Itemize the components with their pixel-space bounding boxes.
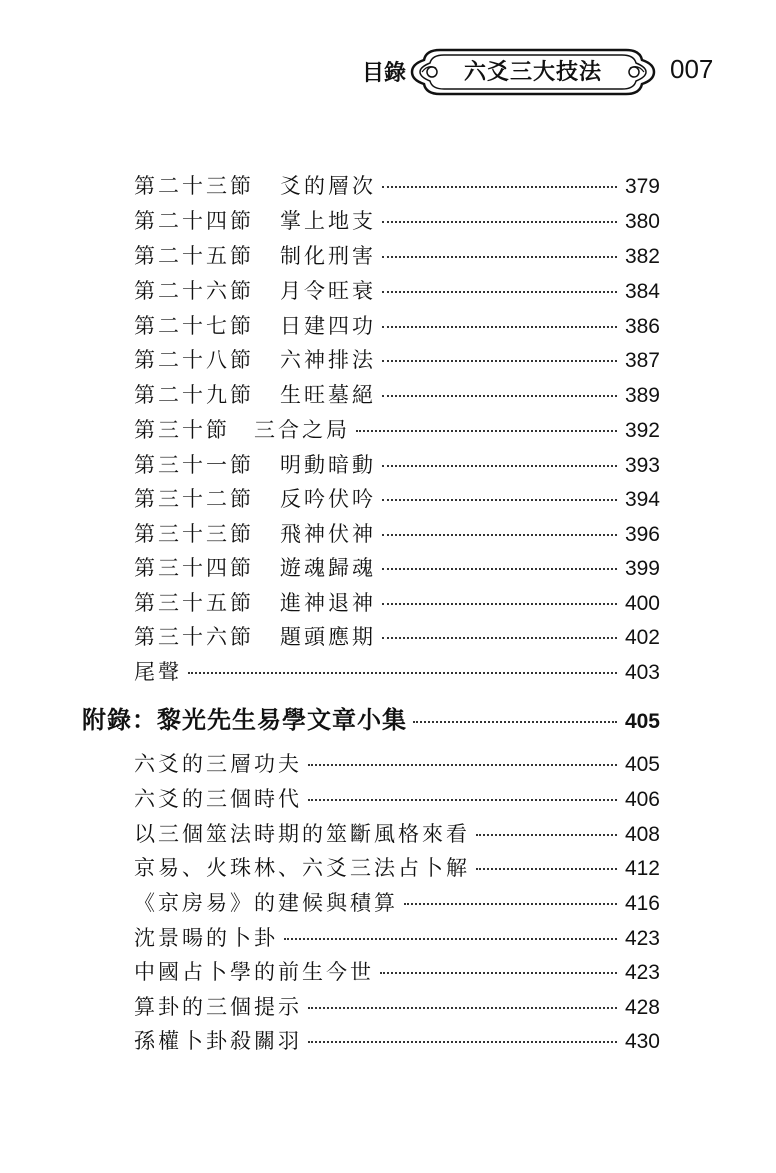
dot-leader — [382, 637, 617, 639]
toc-entry — [134, 887, 660, 917]
toc-entry — [134, 922, 660, 952]
toc-entry — [134, 170, 660, 200]
section-number: 第三十三節 — [134, 522, 254, 546]
dot-leader — [308, 764, 617, 766]
dot-leader — [382, 534, 617, 536]
page-ref: 384 — [624, 280, 660, 303]
dot-leader — [382, 221, 617, 223]
article-title: 孫權卜卦殺關羽 — [134, 1029, 302, 1053]
page-ref: 379 — [624, 175, 660, 198]
section-title: 月令旺衰 — [280, 279, 376, 303]
toc-entry — [134, 414, 660, 444]
dot-leader — [476, 834, 617, 836]
section-title: 題頭應期 — [280, 625, 376, 649]
section-number: 第三十一節 — [134, 453, 254, 477]
toc-entry — [134, 656, 660, 686]
page-ref: 387 — [624, 349, 660, 372]
dot-leader — [308, 1041, 617, 1043]
article-title: 京易、火珠林、六爻三法占卜解 — [134, 856, 470, 880]
toc-entry — [134, 518, 660, 548]
page-ref: 394 — [624, 488, 660, 511]
toc-entry — [134, 991, 660, 1021]
dot-leader — [382, 360, 617, 362]
toc-entry — [134, 449, 660, 479]
dot-leader — [382, 186, 617, 188]
page-ref: 393 — [624, 454, 660, 477]
appendix-heading — [82, 700, 660, 734]
page-ref: 423 — [624, 927, 660, 950]
page-ref: 405 — [624, 753, 660, 776]
dot-leader — [382, 568, 617, 570]
section-number: 第三十二節 — [134, 487, 254, 511]
dot-leader — [308, 1007, 617, 1009]
section-number: 第二十六節 — [134, 279, 254, 303]
dot-leader — [380, 972, 617, 974]
toc-entry — [134, 852, 660, 882]
article-title: 《京房易》的建候與積算 — [134, 891, 398, 915]
toc-entry — [134, 748, 660, 778]
section-number: 第三十四節 — [134, 556, 254, 580]
toc-entry — [134, 552, 660, 582]
toc-entry — [134, 483, 660, 513]
page-number: 007 — [670, 54, 714, 84]
toc-entry — [134, 587, 660, 617]
section-title: 生旺墓絕 — [280, 383, 376, 407]
dot-leader — [382, 499, 617, 501]
page-ref: 412 — [624, 857, 660, 880]
section-number: 第二十三節 — [134, 174, 254, 198]
section-title: 明動暗動 — [280, 453, 376, 477]
section-number: 第三十節 — [134, 418, 230, 442]
toc-entry — [134, 783, 660, 813]
toc-entry — [134, 310, 660, 340]
section-number: 第三十五節 — [134, 591, 254, 615]
section-number: 第二十九節 — [134, 383, 254, 407]
page-ref: 428 — [624, 996, 660, 1019]
dot-leader — [413, 721, 617, 723]
page-ref: 382 — [624, 245, 660, 268]
page-ref: 389 — [624, 384, 660, 407]
section-number: 第二十八節 — [134, 348, 254, 372]
page-ref: 400 — [624, 592, 660, 615]
toc-entry — [134, 818, 660, 848]
page-ref: 386 — [624, 315, 660, 338]
section-title: 制化刑害 — [280, 244, 376, 268]
dot-leader — [476, 868, 617, 870]
appendix-title: 附錄：黎光先生易學文章小集 — [82, 706, 407, 734]
section-title: 日建四功 — [280, 314, 376, 338]
page-ref: 430 — [624, 1030, 660, 1053]
dot-leader — [404, 903, 617, 905]
section-title: 尾聲 — [134, 660, 182, 684]
toc-entry — [134, 344, 660, 374]
page-ref: 396 — [624, 523, 660, 546]
dot-leader — [382, 291, 617, 293]
toc-entry — [134, 379, 660, 409]
dot-leader — [188, 672, 617, 674]
page-ref: 399 — [624, 557, 660, 580]
section-number: 第二十七節 — [134, 314, 254, 338]
article-title: 算卦的三個提示 — [134, 995, 302, 1019]
page-ref: 406 — [624, 788, 660, 811]
section-number: 第三十六節 — [134, 625, 254, 649]
section-title: 飛神伏神 — [280, 522, 376, 546]
toc-entry — [134, 205, 660, 235]
toc-entry — [134, 621, 660, 651]
page-ref: 402 — [624, 626, 660, 649]
article-title: 六爻的三層功夫 — [134, 752, 302, 776]
section-number: 第二十五節 — [134, 244, 254, 268]
dot-leader — [382, 465, 617, 467]
page-ref: 416 — [624, 892, 660, 915]
dot-leader — [356, 430, 617, 432]
section-title: 六神排法 — [280, 348, 376, 372]
article-title: 以三個筮法時期的筮斷風格來看 — [134, 822, 470, 846]
toc-entry — [134, 240, 660, 270]
section-title: 爻的層次 — [280, 174, 376, 198]
section-title: 三合之局 — [254, 418, 350, 442]
toc-entry — [134, 956, 660, 986]
article-title: 沈景暘的卜卦 — [134, 926, 278, 950]
dot-leader — [382, 603, 617, 605]
dot-leader — [308, 799, 617, 801]
page-ref: 408 — [624, 823, 660, 846]
dot-leader — [284, 938, 617, 940]
page-header — [0, 42, 776, 102]
dot-leader — [382, 395, 617, 397]
toc-entry — [134, 275, 660, 305]
dot-leader — [382, 256, 617, 258]
section-title: 進神退神 — [280, 591, 376, 615]
page-ref: 380 — [624, 210, 660, 233]
toc-entry — [134, 1025, 660, 1055]
section-title: 反吟伏吟 — [280, 487, 376, 511]
section-title: 遊魂歸魂 — [280, 556, 376, 580]
page-ref: 392 — [624, 419, 660, 442]
section-title: 掌上地支 — [280, 209, 376, 233]
dot-leader — [382, 326, 617, 328]
page-ref: 423 — [624, 961, 660, 984]
toc-label: 目錄 — [362, 61, 407, 86]
article-title: 六爻的三個時代 — [134, 787, 302, 811]
page-ref: 403 — [624, 661, 660, 684]
page-ref: 405 — [624, 710, 660, 733]
section-number: 第二十四節 — [134, 209, 254, 233]
article-title: 中國占卜學的前生今世 — [134, 960, 374, 984]
book-title: 六爻三大技法 — [463, 60, 602, 85]
